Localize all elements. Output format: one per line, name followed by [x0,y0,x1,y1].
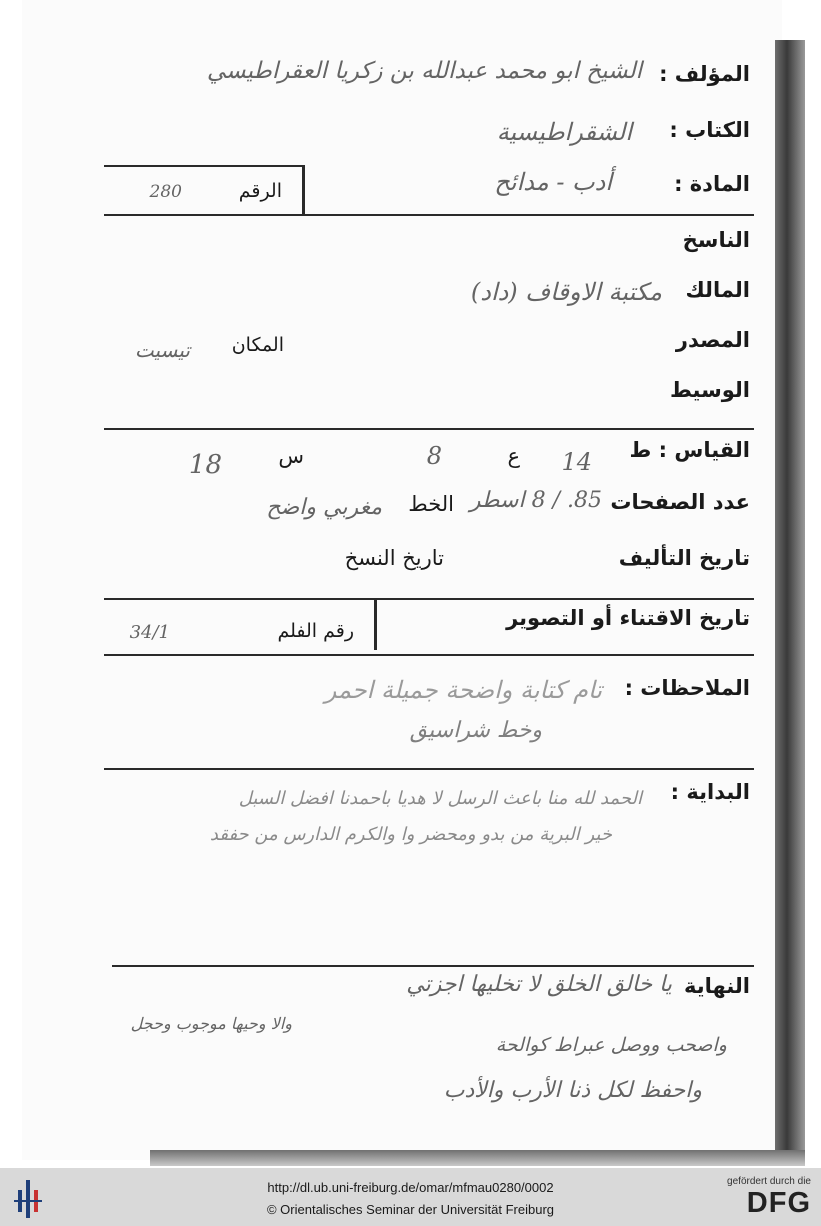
card-bottom-shadow [150,1150,805,1166]
section-divider-4 [104,654,754,656]
intermediary-label: الوسيط [670,378,750,402]
section-divider-6 [112,965,754,967]
section-divider-1 [104,214,754,216]
number-value: 280 [149,182,182,202]
viewer-footer [0,1168,821,1226]
film-label: رقم الفلم [277,620,354,642]
copyright-text: © Orientalisches Seminar der Universität Freiburg [266,1202,554,1217]
notes-line-2: وخط شراسيق [409,718,542,743]
measure-14-value: 14 [561,448,592,476]
measure-ain-label: ع [507,444,520,468]
place-label: المكان [231,334,284,356]
owner-value: مكتبة الاوقاف (داد) [470,278,662,306]
ending-line-2b: والا وحيها موجوب وحجل [130,1014,292,1033]
ending-line-2: واصحب ووصل عبراط كوالحة [495,1034,727,1056]
owner-label: المالك [685,278,750,302]
pages-value: 85. / 8 اسطر [469,488,602,513]
measure-t-value: 18 [188,450,222,480]
acquisition-label: تاريخ الاقتناء أو التصوير [506,606,750,630]
notes-line-1: تام كتابة واضحة جميلة احمر [324,676,602,704]
ending-line-1: يا خالق الخلق لا تخليها اجزتي [406,972,672,997]
measure-s-label: س [278,444,304,468]
beginning-line-2: خير البرية من بدو ومحضر وا والكرم الدارس من حفقد [209,824,612,845]
subject-label: المادة : [674,172,750,196]
script-value: مغربي واضح [266,495,382,520]
section-divider-3 [104,598,754,600]
book-label: الكتاب : [669,118,750,142]
ending-line-3: واحفظ لكل ذنا الأرب والأدب [443,1078,702,1103]
card-edge-shadow [775,40,805,1160]
section-divider-5 [104,768,754,770]
number-box-divider [302,165,305,215]
beginning-line-1: الحمد لله منا باعث الرسل لا هديا باحمدنا افضل السبل [238,788,642,809]
section-divider-2 [104,428,754,430]
film-value: 34/1 [129,622,170,643]
number-label: الرقم [238,180,282,202]
pages-label: عدد الصفحات [610,490,750,514]
source-label: المصدر [675,328,750,352]
book-value: الشقراطيسية [496,118,632,146]
author-label: المؤلف : [659,62,750,86]
measure-label: القياس : ط [629,438,750,462]
funding-note: gefördert durch die [727,1176,811,1187]
ending-label: النهاية [683,974,750,998]
film-box-divider [374,600,377,650]
place-value: تيسيت [134,338,190,362]
author-value: الشيخ ابو محمد عبدالله بن زكريا العقراطيسي [206,58,642,84]
notes-label: الملاحظات : [624,676,750,700]
beginning-label: البداية : [670,780,750,804]
document-url-link[interactable]: http://dl.ub.uni-freiburg.de/omar/mfmau0280/0002 [267,1180,554,1195]
copy-date-label: تاريخ النسخ [344,546,444,570]
dfg-logo-icon: DFG [746,1187,811,1219]
number-box-top [104,165,304,167]
copyist-label: الناسخ [682,228,750,252]
measure-8-value: 8 [426,442,442,470]
subject-value: أدب - مدائح [494,168,612,196]
script-label: الخط [408,492,454,516]
authoring-date-label: تاريخ التأليف [618,546,750,570]
catalog-card [22,0,782,1160]
